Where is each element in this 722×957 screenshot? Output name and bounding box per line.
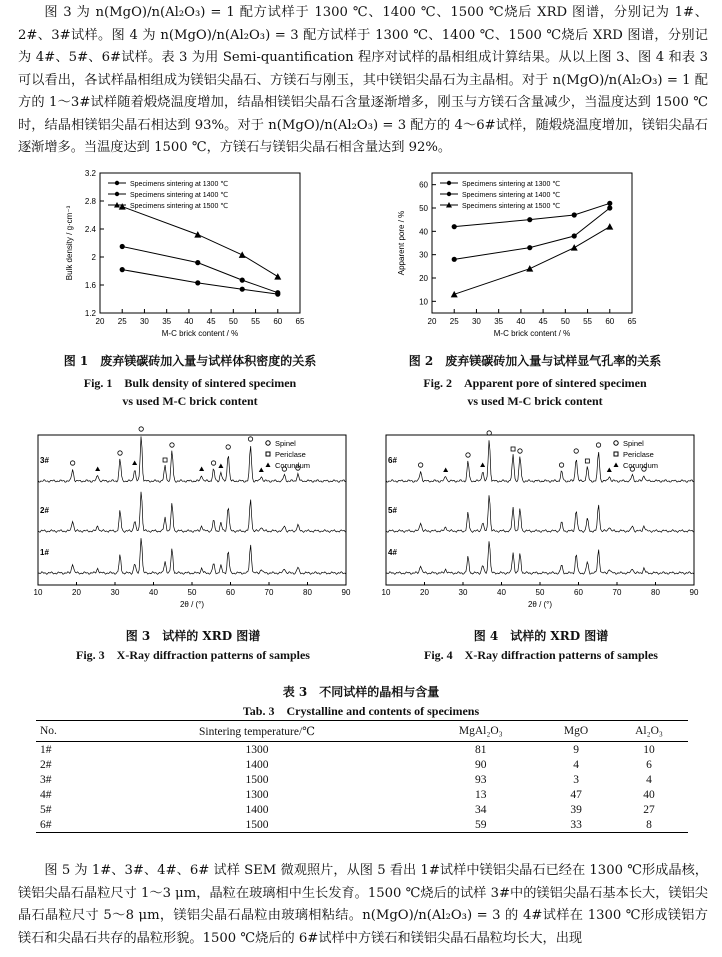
table-cell: 40 [643, 788, 655, 801]
paragraph-1: 图 3 为 n(MgO)/n(Al₂O₃) = 1 配方试样于 1300 ℃、1400 ℃、1500 ℃烧后 XRD 图谱，分别记为 1#、2#、3#试样。图 4 为 n(MgO)/n(Al₂O₃) = 3 配方试样于 1300 ℃、1400 ℃、1500 ℃烧后 XRD 图谱，分别记为 4#、5#、6#试样。表 3 为用 Semi-quantification 程序对试样的晶相组成计算结果。从以上图 3、图 4 和表 3 可以看出，各试样晶相组成为镁铝尖晶石、方镁石与刚玉，其中镁铝尖晶石为主晶相。对于 n(MgO)/n(Al₂O₃) = 1 配方的 1～3#试样随着煅烧温度增加，结晶相镁铝尖晶石含量逐渐增多，刚玉与方镁石含量减少，当温度达到 1500 ℃时，结晶相镁铝尖晶石相达到 93%。对于 n(MgO)/n(Al₂O₃) = 3 配方的 4～6#试样，随煅烧温度增加，镁铝尖晶石逐渐增多。当温度达到 1500 ℃，方镁石与镁铝尖晶石相含量达到 92%。 [18, 5, 708, 155]
fig4-spinel-marker [559, 463, 563, 467]
fig2-point [451, 291, 458, 297]
fig4-spinel-marker [574, 449, 578, 453]
fig2-x-tick-label: 40 [516, 317, 526, 326]
fig4-legend-label: Spinel [623, 439, 644, 448]
fig1-legend-label: Specimens sintering at 1400 ℃ [130, 192, 229, 199]
fig4-x-tick-label: 30 [458, 588, 468, 597]
fig2-legend-label: Specimens sintering at 1300 ℃ [462, 181, 561, 188]
table-cell: 93 [475, 773, 487, 786]
table-row [36, 757, 688, 772]
fig4-x-tick-label: 80 [651, 588, 660, 597]
fig3-spinel-marker [226, 445, 230, 449]
fig1-series-line-2 [122, 247, 278, 293]
fig1-y-tick-label: 3.2 [84, 169, 96, 178]
table-row [36, 787, 688, 802]
fig1-point [119, 203, 126, 210]
fig4-x-tick-label: 50 [535, 588, 545, 597]
fig1-x-tick-label: 45 [206, 317, 216, 326]
fig2-y-tick-label: 10 [419, 297, 428, 307]
fig3-legend-label: Spinel [275, 439, 296, 448]
table-row [36, 802, 688, 817]
figure-4-xrd [376, 425, 706, 615]
fig3-pattern-1# [38, 538, 346, 574]
table-cell: 33 [542, 817, 610, 833]
table-cell: 4 [646, 773, 652, 786]
fig1-legend-marker [115, 181, 119, 185]
table-cell: 13 [475, 788, 487, 801]
fig4-x-tick-label: 70 [612, 588, 622, 597]
fig2-point [607, 201, 612, 206]
fig4-spinel-marker [418, 463, 422, 467]
fig3-x-tick-label: 90 [341, 588, 351, 597]
fig4-periclase-marker [511, 447, 515, 451]
fig3-corundum-marker [95, 467, 100, 472]
fig2-point [452, 257, 457, 262]
table-cell: 2# [40, 758, 52, 771]
fig1-series-line-3 [122, 207, 278, 277]
table-header-cell: Sintering temperature/℃ [95, 721, 420, 742]
fig2-x-tick-label: 55 [583, 317, 593, 326]
fig4-spinel-marker [466, 453, 470, 457]
fig4-legend-corundum-icon [614, 463, 619, 468]
table-cell: 5# [40, 803, 52, 816]
fig3-spinel-marker [139, 427, 143, 431]
fig4-spinel-marker [518, 449, 522, 453]
fig2-point [607, 205, 612, 210]
fig2-x-axis-label: M-C brick content / % [493, 329, 571, 338]
fig2-legend-label: Specimens sintering at 1400 ℃ [462, 192, 561, 199]
table-row [36, 772, 688, 787]
fig4-legend-periclase-icon [614, 452, 618, 456]
table-cell: 81 [475, 743, 487, 756]
fig2-y-tick-label: 40 [419, 227, 428, 237]
figure-1-caption-en-line2: vs used M-C brick content [122, 394, 258, 408]
table-cell: 27 [643, 803, 655, 816]
table-cell: 1400 [245, 758, 269, 771]
figure-2-caption-en-line2: vs used M-C brick content [467, 394, 603, 408]
table-cell: 4 [573, 758, 579, 771]
fig3-pattern-3# [38, 436, 346, 482]
table-cell: 59 [419, 817, 542, 833]
fig2-legend-marker [447, 192, 451, 196]
fig3-sample-label: 2# [40, 506, 49, 515]
fig1-legend-marker [115, 192, 119, 196]
fig1-x-tick-label: 30 [139, 317, 149, 326]
fig4-spinel-marker [596, 443, 600, 447]
fig3-corundum-marker [259, 468, 264, 473]
table-3-title-zh: 表 3 不同试样的晶相与含量 [282, 685, 440, 699]
fig1-y-tick-label: 2.4 [84, 225, 96, 234]
fig3-periclase-marker [163, 458, 167, 462]
table-cell: 1500 [95, 817, 420, 833]
fig1-y-tick-label: 1.2 [84, 309, 96, 318]
fig2-x-tick-label: 30 [471, 317, 481, 326]
table-cell: 47 [570, 788, 582, 801]
fig2-point [527, 245, 532, 250]
table-cell: 1300 [245, 788, 269, 801]
fig1-legend-label: Specimens sintering at 1300 ℃ [130, 181, 229, 188]
table-cell: 3 [573, 773, 579, 786]
fig2-y-tick-label: 50 [419, 204, 428, 213]
fig1-x-tick-label: 40 [184, 317, 194, 326]
fig3-sample-label: 1# [40, 548, 49, 557]
table-cell: 3# [40, 773, 52, 786]
fig1-point [275, 290, 280, 295]
fig1-point [239, 251, 246, 258]
fig1-x-tick-label: 60 [273, 317, 283, 326]
figure-2-caption-en-line1: Fig. 2 Apparent pore of sintered specimen [423, 376, 647, 390]
table-cell: 10 [643, 743, 655, 756]
fig3-x-tick-label: 80 [303, 588, 312, 597]
table-cell: 90 [475, 758, 487, 771]
fig4-pattern-5# [386, 495, 694, 532]
fig4-periclase-marker [585, 459, 589, 463]
fig3-x-axis-label: 2θ / (°) [179, 600, 205, 609]
fig4-corundum-marker [607, 468, 612, 473]
fig2-point [452, 224, 457, 229]
fig3-legend-periclase-icon [266, 452, 270, 456]
fig2-x-tick-label: 45 [538, 317, 548, 326]
table-cell: 1400 [245, 803, 269, 816]
fig3-sample-label: 3# [40, 456, 49, 465]
fig2-point [527, 217, 532, 222]
fig2-point [572, 212, 577, 217]
fig1-x-tick-label: 35 [162, 317, 172, 326]
figure-1-caption-en [40, 374, 340, 410]
fig2-y-axis-label: Apparent pore / % [397, 210, 406, 276]
fig1-x-tick-label: 55 [251, 317, 261, 326]
fig4-sample-label: 4# [388, 548, 397, 557]
fig2-y-tick-label: 60 [419, 180, 428, 190]
fig1-y-tick-label: 1.6 [84, 281, 96, 290]
table-cell: 34 [475, 803, 487, 816]
fig3-legend-label: Corundum [275, 461, 311, 470]
fig4-x-axis-label: 2θ / (°) [527, 600, 553, 609]
table-cell: 6# [36, 817, 95, 833]
fig4-x-tick-label: 20 [420, 588, 429, 597]
fig3-spinel-marker [211, 461, 215, 465]
fig2-x-tick-label: 25 [449, 317, 459, 326]
table-row [36, 742, 688, 758]
fig1-x-tick-label: 20 [95, 317, 105, 326]
fig2-x-tick-label: 65 [627, 317, 637, 326]
fig3-corundum-marker [132, 461, 137, 466]
fig2-series-line-3 [454, 227, 610, 295]
fig4-x-tick-label: 10 [381, 588, 391, 597]
fig1-point [195, 280, 200, 285]
figure-1-caption-zh: 图 1 废弃镁碳砖加入量与试样体积密度的关系 [63, 354, 317, 368]
fig4-sample-label: 5# [388, 506, 397, 515]
fig4-legend-label: Periclase [623, 450, 654, 459]
figure-1-chart [60, 163, 320, 343]
fig1-point [120, 244, 125, 249]
fig3-x-tick-label: 10 [33, 588, 43, 597]
fig1-point [240, 278, 245, 283]
fig2-point [606, 223, 613, 229]
table-row [36, 817, 688, 833]
fig4-x-tick-label: 40 [497, 588, 506, 597]
fig1-point [240, 287, 245, 292]
figure-4-caption-zh: 图 4 试样的 XRD 图谱 [473, 629, 609, 643]
figure-2-caption-en [380, 374, 690, 410]
fig3-pattern-2# [38, 492, 346, 533]
fig3-x-tick-label: 40 [149, 588, 158, 597]
fig2-legend-label: Specimens sintering at 1500 ℃ [462, 203, 561, 210]
figure-4-caption-en: Fig. 4 X-Ray diffraction patterns of samples [424, 648, 658, 662]
fig1-x-tick-label: 25 [117, 317, 127, 326]
table-cell: 1# [40, 743, 52, 756]
fig1-legend-label: Specimens sintering at 1500 ℃ [130, 203, 229, 210]
fig4-corundum-marker [480, 463, 485, 468]
fig2-x-tick-label: 20 [427, 317, 437, 326]
fig1-point [120, 267, 125, 272]
figure-1-caption-en-line1: Fig. 1 Bulk density of sintered specimen [83, 376, 297, 390]
fig3-spinel-marker [248, 437, 252, 441]
fig2-point [571, 244, 578, 251]
fig4-legend-label: Corundum [623, 461, 659, 470]
fig3-x-tick-label: 60 [226, 588, 235, 597]
figure-3-caption-en: Fig. 3 X-Ray diffraction patterns of samples [76, 648, 310, 662]
fig3-x-tick-label: 50 [187, 588, 197, 597]
fig2-x-tick-label: 35 [494, 317, 504, 326]
fig3-x-tick-label: 70 [264, 588, 274, 597]
table-cell: 39 [570, 803, 582, 816]
fig1-point [194, 231, 201, 238]
fig4-legend-spinel-icon [614, 441, 618, 445]
paragraph-2: 图 5 为 1#、3#、4#、6# 试样 SEM 微观照片，从图 5 看出 1#试样中镁铝尖晶石已经在 1300 ℃形成晶核，镁铝尖晶石晶粒尺寸 1～3 μm，晶粒在玻璃相中生长发育。1500 ℃烧后的试样 3#中的镁铝尖晶石基本长大，镁铝尖晶石晶粒尺寸 5～8 μm，镁铝尖晶石晶粒由玻璃相粘结。n(MgO)/n(Al₂O₃) = 3 的 4#试样在 1300 ℃形成镁铝方镁石和尖晶石共存的晶粒形貌。1500 ℃烧后的 6#试样中方镁石和镁铝尖晶石晶粒均长大，出现 [18, 863, 708, 946]
fig2-x-tick-label: 50 [560, 317, 570, 326]
table-header-cell: MgO [542, 721, 610, 742]
figure-2-chart [392, 163, 652, 343]
fig2-series-line-2 [454, 208, 610, 259]
table-header-cell: Al₂O₃ [610, 721, 688, 742]
fig2-point [526, 265, 533, 272]
fig3-corundum-marker [199, 467, 204, 472]
fig4-pattern-4# [386, 541, 694, 574]
table-cell: 8 [610, 817, 688, 833]
table-cell: 6 [646, 758, 652, 771]
fig3-legend-label: Periclase [275, 450, 306, 459]
fig3-x-tick-label: 20 [72, 588, 81, 597]
table-3-title-en: Tab. 3 Crystalline and contents of specimens [242, 704, 480, 718]
fig3-spinel-marker [170, 443, 174, 447]
fig2-y-tick-label: 30 [419, 250, 428, 260]
fig3-x-tick-label: 30 [110, 588, 120, 597]
fig2-y-tick-label: 20 [419, 274, 428, 283]
fig4-sample-label: 6# [388, 456, 397, 465]
table-cell: 4# [40, 788, 52, 801]
table-header-cell: No. [36, 721, 95, 742]
table-3 [36, 720, 688, 833]
fig1-point [195, 260, 200, 265]
fig3-legend-corundum-icon [266, 463, 271, 468]
figure-3-xrd [28, 425, 358, 615]
fig1-y-tick-label: 2.8 [84, 197, 96, 206]
fig3-spinel-marker [118, 451, 122, 455]
fig2-legend-marker [447, 181, 451, 185]
table-cell: 1500 [245, 773, 269, 786]
table-header-row [36, 721, 688, 742]
fig4-corundum-marker [443, 468, 448, 473]
table-cell: 9 [573, 743, 579, 756]
fig1-x-tick-label: 50 [228, 317, 238, 326]
table-header-cell: MgAl₂O₃ [419, 721, 542, 742]
fig3-spinel-marker [70, 461, 74, 465]
table-cell: 1300 [245, 743, 269, 756]
figure-3-caption-zh: 图 3 试样的 XRD 图谱 [125, 629, 261, 643]
figure-2-caption-zh: 图 2 废弃镁碳砖加入量与试样显气孔率的关系 [408, 354, 662, 368]
fig4-x-tick-label: 90 [689, 588, 699, 597]
fig3-legend-spinel-icon [266, 441, 270, 445]
fig1-y-tick-label: 2 [91, 253, 96, 262]
fig1-x-tick-label: 65 [295, 317, 305, 326]
fig1-x-axis-label: M-C brick content / % [161, 329, 239, 338]
fig4-x-tick-label: 60 [574, 588, 583, 597]
fig2-point [572, 233, 577, 238]
fig3-corundum-marker [218, 464, 223, 469]
fig1-point [274, 273, 281, 280]
fig1-y-axis-label: Bulk density / g·cm⁻³ [65, 205, 74, 281]
fig2-x-tick-label: 60 [605, 317, 615, 326]
